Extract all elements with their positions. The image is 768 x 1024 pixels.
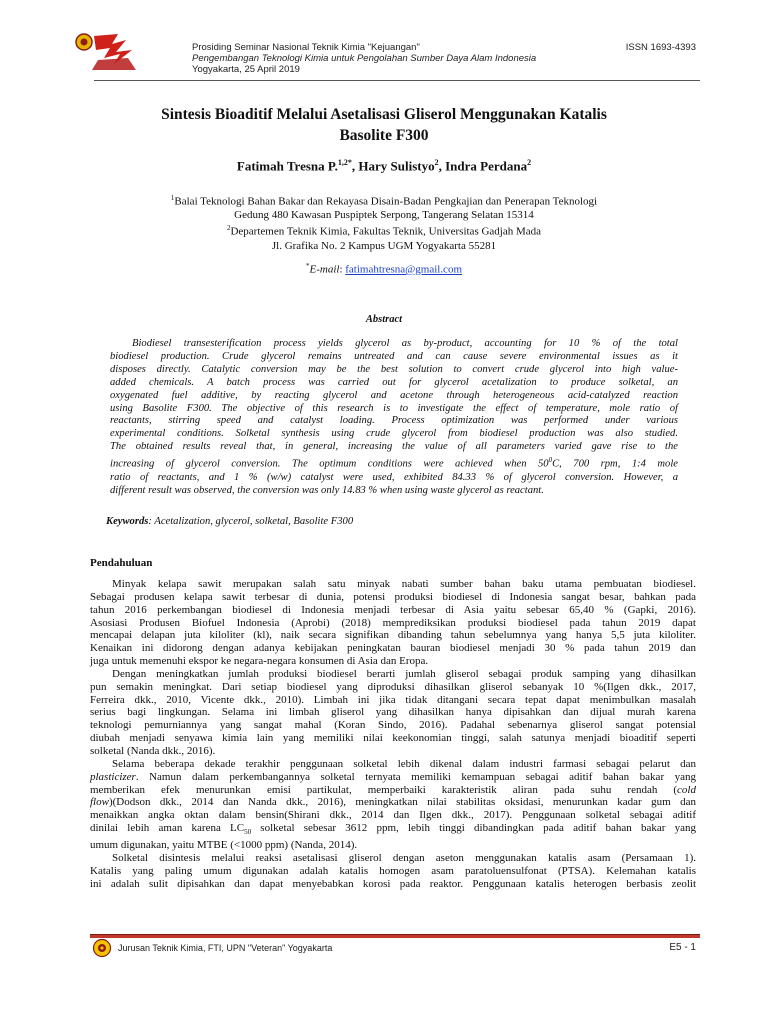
paragraph-line: Sebagai produsen kelapa sawit terbesar di dunia, potensi produksi biodiesel di Indonesia sangat besar, bahkan pada <box>90 590 696 603</box>
abstract-line: oxygenated fuel additive, by reacting glycerol and acetone through heterogeneous acid-catalyzed reaction <box>110 389 678 401</box>
author-1-affil: 1,2* <box>337 158 352 167</box>
title-line-2: Basolite F300 <box>339 127 429 144</box>
subscript: 50 <box>244 828 252 837</box>
affiliation-1-address: Gedung 480 Kawasan Puspiptek Serpong, Tangerang Selatan 15314 <box>234 209 534 222</box>
abstract-line: The obtained results reveal that, in general, increasing the value of all parameters varied gave rise to the <box>110 441 678 453</box>
paper-title <box>100 104 668 146</box>
abstract-line: added chemicals. A batch process was carried out for glycerol acetalization to produce solketal, an <box>110 376 678 388</box>
degree-superscript: 0 <box>548 456 553 465</box>
paragraph-line: Minyak kelapa sawit merupakan salah satu minyak nabati sumber bahan baku utama pembuatan biodiesel. <box>112 578 696 590</box>
affiliations <box>100 192 668 253</box>
affiliation-2 <box>100 222 668 239</box>
paragraph-line: umum digunakan, yaitu MTBE (<1000 ppm) (Nanda, 2014). <box>90 839 358 852</box>
header-divider <box>94 80 700 81</box>
affiliation-2-name: Departemen Teknik Kimia, Fakultas Teknik, Universitas Gadjah Mada <box>230 226 542 239</box>
section-heading: Pendahuluan <box>90 557 153 569</box>
paragraph-line <box>90 771 696 784</box>
paragraph-line <box>90 784 696 797</box>
abstract-body <box>110 338 678 497</box>
paragraph-line: Ferreira dkk., 2010, Vicente dkk., 2010). Limbah ini jika tidak ditangani secara tepat dapat menimbulkan masalah <box>90 693 696 706</box>
author-2: Hary Sulistyo <box>358 158 435 174</box>
author-3: Indra Perdana <box>445 158 528 174</box>
abstract-line <box>110 454 678 471</box>
italic-term: cold <box>677 783 696 796</box>
paragraph-line: menaikkan angka oktan dalam bensin(Shirani dkk., 2014 dan Ilgen dkk., 2017). Penggunaan solketal sebagai aditif <box>90 809 696 822</box>
header-theme: Pengembangan Teknologi Kimia untuk Pengolahan Sumber Daya Alam Indonesia <box>192 53 537 64</box>
author-separator: , <box>438 158 446 174</box>
paragraph-line: ini adalah sulit dipisahkan dan dapat menyebabkan korosi pada reaktor. Penggunaan katalis heterogen berbasis zeolit <box>90 877 696 890</box>
university-seal-icon <box>92 938 112 958</box>
paragraph-line: diubah menjadi senyawa kimia lain yang memiliki nilai keekonomian tinggi, salah satunya menjadi bioaditif seperti <box>90 732 696 745</box>
header-conference: Prosiding Seminar Nasional Teknik Kimia "Kejuangan" <box>192 42 420 53</box>
paragraph-line <box>90 822 696 839</box>
author-separator: , <box>351 158 359 174</box>
line-text: . Namun dalam perkembangannya solketal ternyata memiliki kemampuan sebagai aditif bahan bakar yang <box>135 770 696 783</box>
abstract-line: disposes directly. Catalytic conversion may be the best solution to convert crude glycerol into high value- <box>110 363 678 375</box>
author-1: Fatimah Tresna P. <box>236 158 338 174</box>
header-issn: ISSN 1693-4393 <box>625 42 696 53</box>
abstract-line: using Basolite F300. The objective of this research is to investigate the effect of temperature, mole ratio of <box>110 402 678 414</box>
email-separator: : <box>339 263 346 276</box>
paragraph-line: Asosiasi Produsen Biofuel Indonesia (Aprobi) (2018) memprediksikan produksi biodiesel pada tahun 2019 dapat <box>90 616 696 629</box>
header-date: Yogyakarta, 25 April 2019 <box>192 64 300 75</box>
author-list <box>100 158 668 174</box>
abstract-line: Biodiesel transesterification process yields glycerol as by-product, accounting for 10 % of the total <box>132 338 678 349</box>
affiliation-1 <box>100 192 668 209</box>
author-2-affil: 2 <box>434 158 439 167</box>
paragraph-line: Solketal disintesis melalui reaksi asetalisasi gliserol dengan aseton menggunakan katalis asam (Persamaan 1). <box>112 851 696 864</box>
abstract-line: different result was observed, the conversion was only 14.83 % when using waste glycerol as reactant. <box>110 484 544 496</box>
paragraph-line: Kenaikan ini didorong dengan adanya kebijakan peningkatan bauran biodiesel menjadi 30 % pada tahun 2019 dan <box>90 642 696 655</box>
line-text: )(Dodson dkk., 2014 dan Nanda dkk., 2016), meningkatkan nilai stabilitas oksidasi, menurunkan kadar gum dan <box>108 796 696 809</box>
keywords-text: : Acetalization, glycerol, solketal, Basolite F300 <box>148 516 354 527</box>
paragraph-line: pun semakin meningkat. Dari setiap biodiesel yang diproduksi dihasilkan gliserol sebanyak 10 %(Ilgen dkk., 2017, <box>90 680 696 693</box>
email-label: E-mail <box>309 263 340 276</box>
paragraph-line: Katalis yang paling umum digunakan adalah katalis homogen asam paratoluensulfonat (PTSA). Kelemahan katalis <box>90 864 696 877</box>
author-3-affil: 2 <box>527 158 532 167</box>
paragraph-line: Dengan meningkatkan jumlah produksi biodiesel berarti jumlah gliserol sebagai produk samping yang dihasilkan <box>112 667 696 680</box>
italic-term: plasticizer <box>90 770 136 783</box>
line-text: dinilai lebih aman karena LC <box>90 822 245 835</box>
section-body <box>90 578 696 890</box>
paragraph-line: serius bagi lingkungan. Selama ini limbah gliserol yang dihasilkan hanya dipisahkan dan dijual murah karena <box>90 706 696 719</box>
email-mark: * <box>306 262 310 270</box>
corresponding-email <box>100 262 668 276</box>
conference-logo-icon <box>74 30 142 74</box>
affiliation-1-mark: 1 <box>170 194 175 202</box>
email-link[interactable]: fatimahtresna@gmail.com <box>345 263 462 276</box>
line-text: solketal sebesar 3612 ppm, lebih tinggi dibandingkan pada aditif bahan bakar yang <box>251 822 696 835</box>
paragraph-line: juga untuk memenuhi ekspor ke negara-negara konsumen di Asia dan Eropa. <box>90 655 429 668</box>
abstract-line: ratio of reactants, and 1 % (w/w) catalyst were used, exhibited 84.33 % of glycerol conversion. However, a <box>110 471 678 483</box>
abstract-line: biodiesel production. Crude glycerol remains untreated and can cause severe environmental issues as it <box>110 350 678 362</box>
italic-term: flow <box>90 796 109 809</box>
abstract-line-text: C, 700 rpm, 1:4 mole <box>552 458 678 470</box>
abstract-line: reactants, stirring speed and catalyst loading. Process optimization was performed under various <box>110 415 678 427</box>
affiliation-2-mark: 2 <box>226 224 231 233</box>
affiliation-2-address: Jl. Grafika No. 2 Kampus UGM Yogyakarta 55281 <box>271 239 497 252</box>
paragraph-line: solketal (Nanda dkk., 2016). <box>90 744 216 757</box>
paragraph-line: Selama beberapa dekade terakhir penggunaan solketal lebih dikenal dalam industri farmasi sebagai pelarut dan <box>112 757 696 770</box>
paragraph-line: tahun 2016 perkembangan biodiesel di Indonesia menjadi terbesar di Asia yaitu sebesar 65,40 % (Gapki, 2016). <box>90 603 696 616</box>
keywords <box>106 516 686 527</box>
footer-department: Jurusan Teknik Kimia, FTI, UPN "Veteran" Yogyakarta <box>118 943 333 953</box>
abstract-heading: Abstract <box>365 314 403 325</box>
footer-divider <box>90 934 700 938</box>
abstract-line-text: increasing of glycerol conversion. The optimum conditions were achieved when 50 <box>110 458 549 470</box>
abstract-line: experimental conditions. Solketal synthesis using crude glycerol from biodiesel production was also studied. <box>110 428 678 440</box>
page-number: E5 - 1 <box>669 942 696 953</box>
keywords-label: Keywords <box>106 516 149 527</box>
running-header <box>192 42 612 75</box>
paragraph-line <box>90 796 696 809</box>
title-line-1: Sintesis Bioaditif Melalui Asetalisasi Gliserol Menggunakan Katalis <box>161 106 607 123</box>
paragraph-line: teknologi pemurniannya yang sangat mahal (Koran Sindo, 2016). Padahal sebenarnya gliserol sangat potensial <box>90 719 696 732</box>
paragraph-line: mencapai delapan juta kiloliter (kl), naik secara signifikan dibanding tahun sebelumnya yang hanya 5,5 juta kiloliter. <box>90 629 696 642</box>
line-text: memberikan efek menurunkan emisi partikulat, memperbaiki karakteristik aliran pada suhu rendah ( <box>90 783 678 796</box>
affiliation-1-name: Balai Teknologi Bahan Bakar dan Rekayasa Disain-Badan Pengkajian dan Penerapan Teknologi <box>174 195 598 208</box>
